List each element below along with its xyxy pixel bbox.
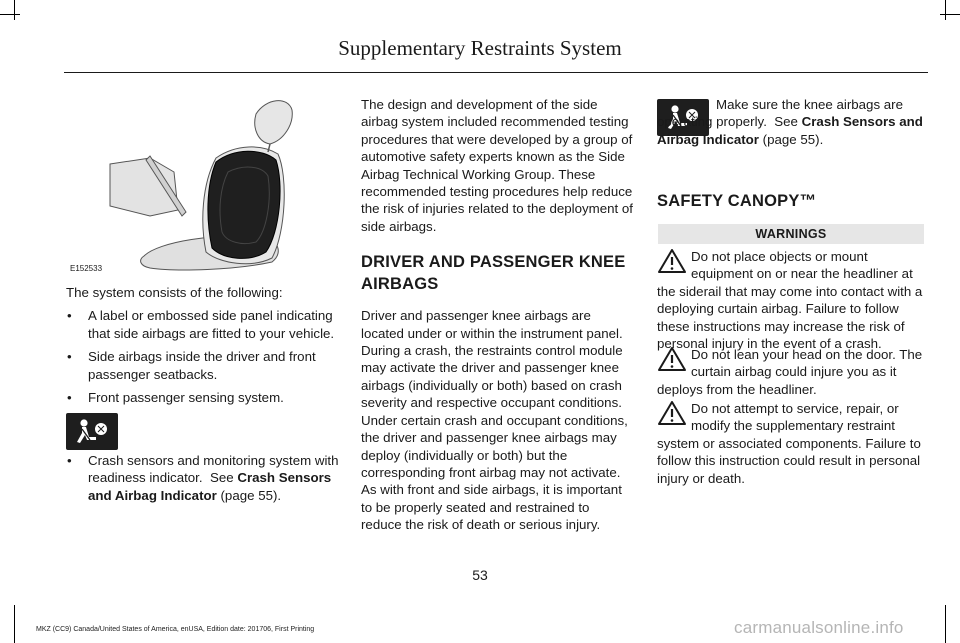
crop-mark (945, 605, 946, 643)
list-item: • A label or embossed side panel indicating that side airbags are fitted to your vehicle. (66, 307, 342, 342)
crop-mark (940, 14, 960, 15)
warning-text: Do not place objects or mount equipment on or near the headliner at the siderail that may come into contact with a deploying curtain airbag. Failure to follow these instructions may increase the risk of personal injury in the event of a crash. (657, 249, 923, 352)
crop-mark (14, 0, 15, 20)
page-reference: (page 55). (762, 131, 824, 147)
warnings-title: WARNINGS (658, 224, 924, 244)
page-number: 53 (472, 567, 488, 583)
warning-text: Do not lean your head on the door. The curtain airbag could injure you as it deploys from the headliner. (657, 347, 923, 397)
middle-column (361, 96, 633, 534)
edition-footer: MKZ (CC9) Canada/United States of America, enUSA, Edition date: 201706, First Printing (36, 626, 315, 633)
list-item: • Side airbags inside the driver and front passenger seatbacks. (66, 348, 342, 383)
seat-illustration (66, 92, 342, 274)
crop-mark (0, 14, 20, 15)
heading-line: AIRBAGS (361, 275, 439, 294)
note-text: Make sure the knee airbags are operating properly. (657, 97, 904, 130)
warning-triangle-icon (657, 400, 687, 426)
crash-sensor-item (66, 452, 342, 504)
warning-item (657, 346, 927, 398)
heading-line: DRIVER AND PASSENGER KNEE (361, 253, 626, 272)
knee-airbags-paragraph: Driver and passenger knee airbags are located under or within the instrument panel. During a crash, the restraints control module may activate the driver and passenger knee airbags (individually or both) based on crash severity and respective occupant conditions. Under certain crash and occupant conditions, the driver and passenger knee airbags may deploy (individually or both) but the corresponding front airbag may not activate. As with front and side airbags, it is important to be properly seated and restrained to reduce the risk of death or serious injury. (361, 308, 628, 533)
knee-airbags-heading (361, 251, 633, 295)
crop-mark (945, 0, 946, 20)
see-label: See (209, 470, 234, 486)
see-label: See (774, 114, 798, 130)
warning-text: Do not attempt to service, repair, or modify the supplementary restraint system or associated components. Failure to follow this instruction could result in personal injury or death. (657, 401, 921, 486)
page-reference: (page 55). (220, 487, 282, 503)
crash-sensor-text: Crash sensors and monitoring system with readiness indicator. (88, 453, 339, 486)
list-item (66, 452, 342, 504)
crash-sensors-link[interactable]: Crash Sensors and Airbag Indicator (88, 470, 332, 503)
crop-mark (14, 605, 15, 643)
warning-item (657, 400, 927, 487)
system-intro: The system consists of the following: (66, 285, 283, 300)
seat-airbag-figure (66, 92, 342, 274)
safety-canopy-heading: SAFETY CANOPY™ (657, 192, 817, 210)
knee-airbag-note (657, 96, 927, 148)
airbag-indicator-icon (66, 413, 118, 450)
warning-triangle-icon (657, 346, 687, 372)
crash-sensors-link[interactable]: Crash Sensors and Airbag Indicator (657, 114, 923, 147)
left-column (66, 284, 342, 406)
header-rule (64, 72, 928, 73)
side-airbag-paragraph: The design and development of the side airbag system included recommended testing procedures that were developed by a group of automotive safety experts known as the Side Airbag Technical Working Group. These recommended testing procedures help reduce the risk of injuries related to the deployment of side airbags. (361, 97, 633, 234)
list-item: • Front passenger sensing system. (66, 389, 342, 406)
watermark: carmanualsonline.info (734, 618, 904, 637)
warning-triangle-icon (657, 248, 687, 274)
component-list (66, 307, 342, 406)
page-header: Supplementary Restraints System (338, 36, 622, 60)
warning-item (657, 248, 927, 352)
figure-label: E152533 (70, 264, 103, 273)
